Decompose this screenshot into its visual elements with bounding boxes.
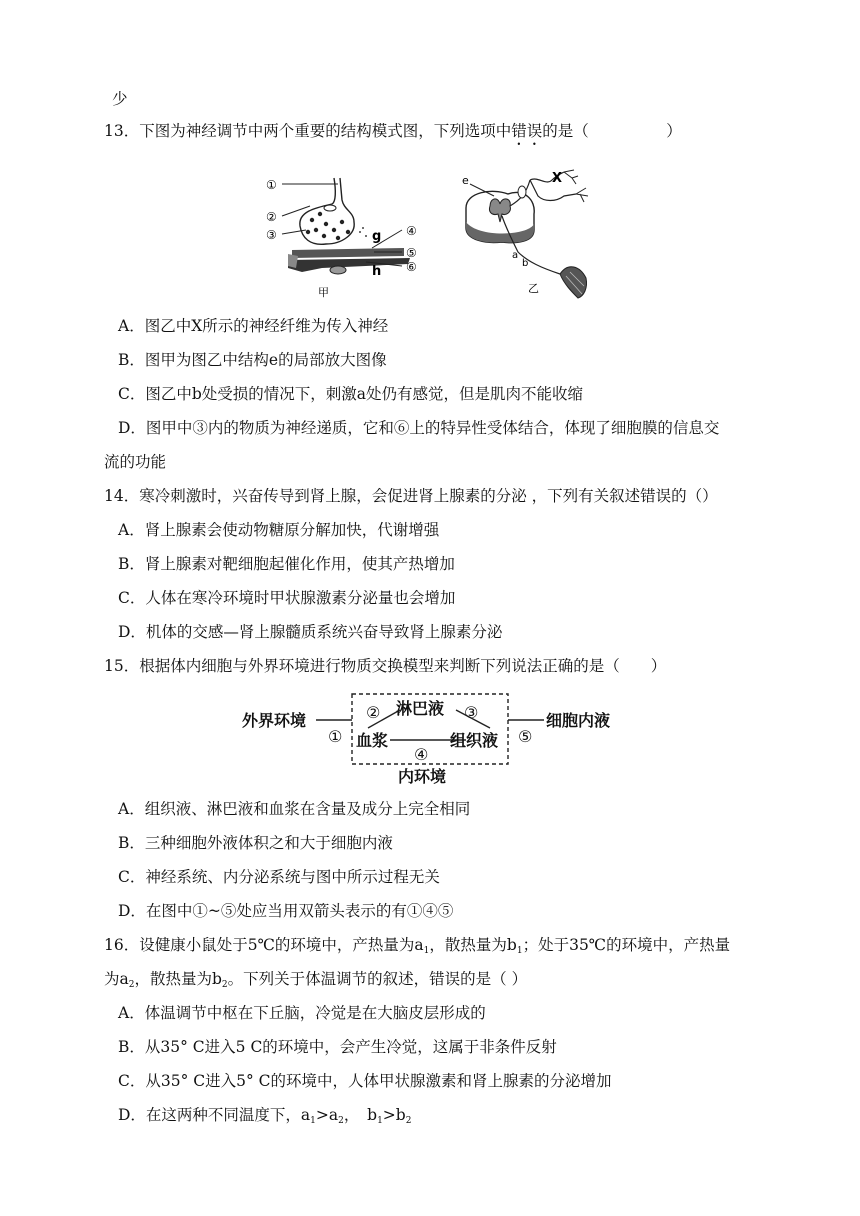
q13-option-b: B．图甲为图乙中结构e的局部放大图像 xyxy=(118,351,387,369)
q16-option-d: D．在这两种不同温度下，$a_1>a_2$， $b_1>b_2$ xyxy=(118,1106,412,1126)
q16-option-a: A．体温调节中枢在下丘脑，冷觉是在大脑皮层形成的 xyxy=(118,1004,486,1022)
q15-option-c: C．神经系统、内分泌系统与图中所示过程无关 xyxy=(118,868,440,886)
num-1: ① xyxy=(328,727,343,746)
q13-emphasis-word: 错误 xyxy=(511,122,543,140)
plasma-label: 血浆 xyxy=(356,731,389,750)
q13-stem: 13．下图为神经调节中两个重要的结构模式图，下列选项中错误的是（ ） xyxy=(104,122,682,140)
q14-option-b: B．肾上腺素对靶细胞起催化作用，使其产热增加 xyxy=(118,555,455,573)
reflex-arc-figure xyxy=(456,166,612,306)
jia-label-4: ④ xyxy=(406,224,417,238)
q16-option-b: B．从35° C进入5 C的环境中，会产生冷觉，这属于非条件反射 xyxy=(118,1038,557,1056)
num-3: ③ xyxy=(464,703,479,722)
jia-label-6: ⑥ xyxy=(406,260,417,274)
num-5: ⑤ xyxy=(518,727,533,746)
q15-stem: 15．根据体内细胞与外界环境进行物质交换模型来判断下列说法正确的是（ ） xyxy=(104,657,667,675)
q13-option-d-cont: 流的功能 xyxy=(104,453,167,471)
external-env-label: 外界环境 xyxy=(242,711,307,730)
jia-label-g: g xyxy=(372,229,382,244)
intracellular-label: 细胞内液 xyxy=(546,711,611,730)
q14-option-c: C．人体在寒冷环境时甲状腺激素分泌量也会增加 xyxy=(118,589,456,607)
tissue-fluid-label: 组织液 xyxy=(450,731,499,750)
yi-caption: 乙 xyxy=(528,282,539,295)
yi-label-x: X xyxy=(552,171,563,186)
q12-tail: 少 xyxy=(112,90,128,108)
synapse-figure xyxy=(262,172,430,300)
q16-stem-line1: 16．设健康小鼠处于5℃的环境中，产热量为$a_1$，散热量为$b_1$；处于35℃的环境中，产热量 xyxy=(104,936,731,956)
num-2: ② xyxy=(366,703,381,722)
q13-option-d: D．图甲中③内的物质为神经递质，它和⑥上的特异性受体结合，体现了细胞膜的信息交 xyxy=(118,419,720,437)
jia-label-5: ⑤ xyxy=(406,246,417,260)
q16-stem-line2: 为$a_2$，散热量为$b_2$。下列关于体温调节的叙述，错误的是（ ） xyxy=(104,970,528,990)
q16-option-c: C．从35° C进入5° C的环境中，人体甲状腺激素和肾上腺素的分泌增加 xyxy=(118,1072,612,1090)
internal-environment-diagram xyxy=(238,690,622,790)
q15-option-b: B．三种细胞外液体积之和大于细胞内液 xyxy=(118,834,393,852)
jia-label-1: ① xyxy=(266,178,277,192)
q13-option-a: A．图乙中X所示的神经纤维为传入神经 xyxy=(118,317,389,335)
q14-option-a: A．肾上腺素会使动物糖原分解加快，代谢增强 xyxy=(118,521,440,539)
q14-stem: 14．寒冷刺激时，兴奋传导到肾上腺，会促进肾上腺素的分泌 ，下列有关叙述错误的（） xyxy=(104,487,718,505)
yi-label-b: b xyxy=(522,258,529,269)
q15-option-d: D．在图中①~⑤处应当用双箭头表示的有①④⑤ xyxy=(118,902,454,920)
jia-label-3: ③ xyxy=(266,228,277,242)
q13-option-c: C．图乙中b处受损的情况下，刺激a处仍有感觉，但是肌肉不能收缩 xyxy=(118,385,584,403)
internal-env-label: 内环境 xyxy=(398,767,447,786)
yi-label-e: e xyxy=(462,174,469,187)
q15-option-a: A．组织液、淋巴液和血浆在含量及成分上完全相同 xyxy=(118,800,471,818)
jia-label-2: ② xyxy=(266,210,277,224)
num-4: ④ xyxy=(414,745,429,764)
q14-option-d: D．机体的交感—肾上腺髓质系统兴奋导致肾上腺素分泌 xyxy=(118,623,503,641)
yi-label-a: a xyxy=(512,250,519,261)
lymph-label: 淋巴液 xyxy=(396,699,445,718)
jia-caption: 甲 xyxy=(318,286,329,299)
jia-label-h: h xyxy=(372,264,382,279)
